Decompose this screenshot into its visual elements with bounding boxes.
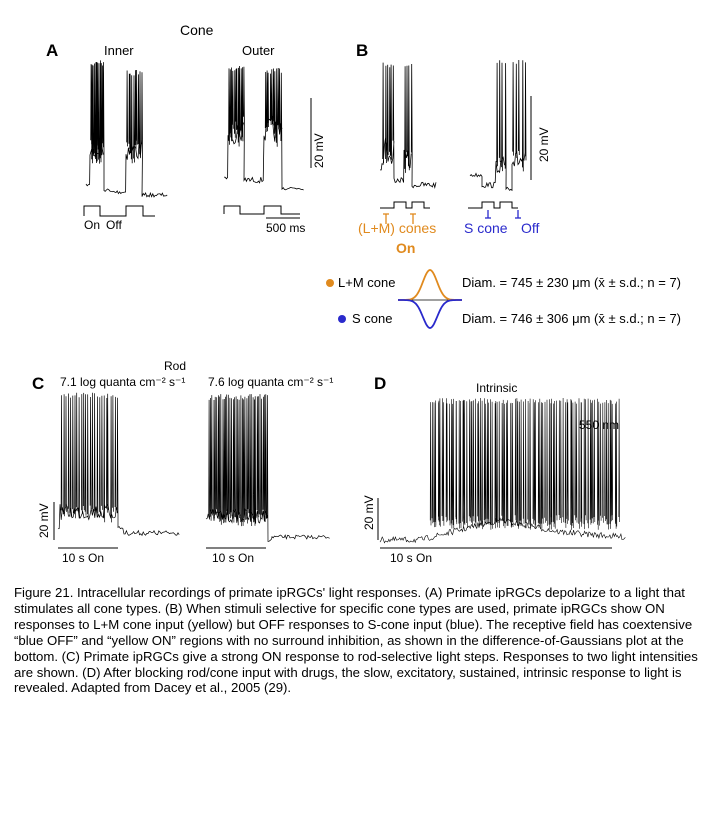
panel-d-stimulus-label: 10 s On [390, 551, 433, 565]
trace-line [380, 63, 436, 188]
panel-b-s-cone-label: S cone [464, 220, 508, 236]
panel-c-intensity-1: 7.1 log quanta cm⁻² s⁻¹ [60, 375, 186, 389]
panel-a-time-scale-label: 500 ms [266, 221, 306, 235]
panel-a-title: Cone [180, 22, 214, 38]
panel-b-dog-s-curve [398, 300, 462, 328]
panel-b-dog-lm-curve [398, 270, 462, 300]
panel-b-legend-lm-dot [326, 279, 334, 287]
panel-b-legend-s-diam: Diam. = 746 ± 306 μm (x̄ ± s.d.; n = 7) [462, 311, 682, 326]
panel-c-stimulus-label-2: 10 s On [212, 551, 255, 565]
panel-b-trace-s [470, 60, 526, 190]
panel-c-intensity-2: 7.6 log quanta cm⁻² s⁻¹ [208, 375, 334, 389]
panel-b-s-markers [485, 210, 521, 218]
trace-line [206, 394, 330, 541]
trace-line [224, 66, 304, 190]
panel-c-rod-label: Rod [164, 359, 187, 373]
panel-c-label: C [32, 374, 45, 393]
panel-b-lm-cones-label: (L+M) cones [358, 220, 437, 236]
panel-b-legend-lm-name: L+M cone [338, 275, 396, 290]
panel-b-legend-s-name: S cone [352, 311, 393, 326]
panel-b-legend-s-dot [338, 315, 346, 323]
panel-b-on-label: On [396, 240, 416, 256]
trace-line [470, 60, 526, 190]
panel-c-voltage-scale-label: 20 mV [37, 503, 51, 538]
panel-a-off-label: Off [106, 218, 122, 232]
panel-a-stimulus-outer [224, 206, 300, 214]
panel-d-label: D [374, 374, 387, 393]
panel-c-trace-1 [58, 393, 179, 536]
figure-caption: Figure 21. Intracellular recordings of primate ipRGCs' light responses. (A) Primate ipRGCs depolarize to a light that stimulates all cone types. (B) When stimuli selective for specific cone types are used, primate ipRGCs show ON responses to L+M cone input (yellow) but OFF responses to S-cone input (blue). The receptive field has coextensive “blue OFF” and “yellow ON” regions with no surround inhibition, as shown in the difference-of-Gaussians plot at the bottom. (C) Primate ipRGCs give a strong ON response to rod-selective light steps. Responses to two light intensities are shown. (D) After blocking rod/cone input with drugs, the slow, excitatory, sustained, intrinsic response to light is revealed. Adapted from Dacey et al., 2005 (29). [14, 585, 698, 696]
panel-a-trace-outer [224, 66, 304, 190]
panel-b-voltage-scale-label: 20 mV [537, 127, 551, 162]
panel-b-stimulus-lm [380, 202, 430, 208]
panel-a-inner-label: Inner [104, 43, 134, 58]
panel-c-trace-2 [206, 394, 330, 541]
panel-c-stimulus-label-1: 10 s On [62, 551, 105, 565]
panel-b-off-label: Off [521, 220, 540, 236]
panel-a-on-label: On [84, 218, 101, 232]
trace-line [86, 60, 167, 197]
panel-a-voltage-scale-label: 20 mV [312, 133, 326, 168]
panel-b-label: B [356, 41, 369, 60]
panel-d-wavelength: 550 nm [579, 418, 620, 432]
panel-a-stimulus-inner [84, 206, 155, 216]
trace-line [58, 393, 179, 536]
panel-a-outer-label: Outer [242, 43, 275, 58]
panel-b-trace-lm [380, 63, 436, 188]
panel-a-trace-inner [86, 60, 167, 197]
panel-d-voltage-scale-label: 20 mV [362, 495, 376, 530]
panel-d-title: Intrinsic [476, 381, 518, 395]
panel-b-legend-lm-diam: Diam. = 745 ± 230 μm (x̄ ± s.d.; n = 7) [462, 275, 682, 290]
panel-b-stimulus-s [468, 202, 518, 208]
panel-a-label: A [46, 41, 59, 60]
